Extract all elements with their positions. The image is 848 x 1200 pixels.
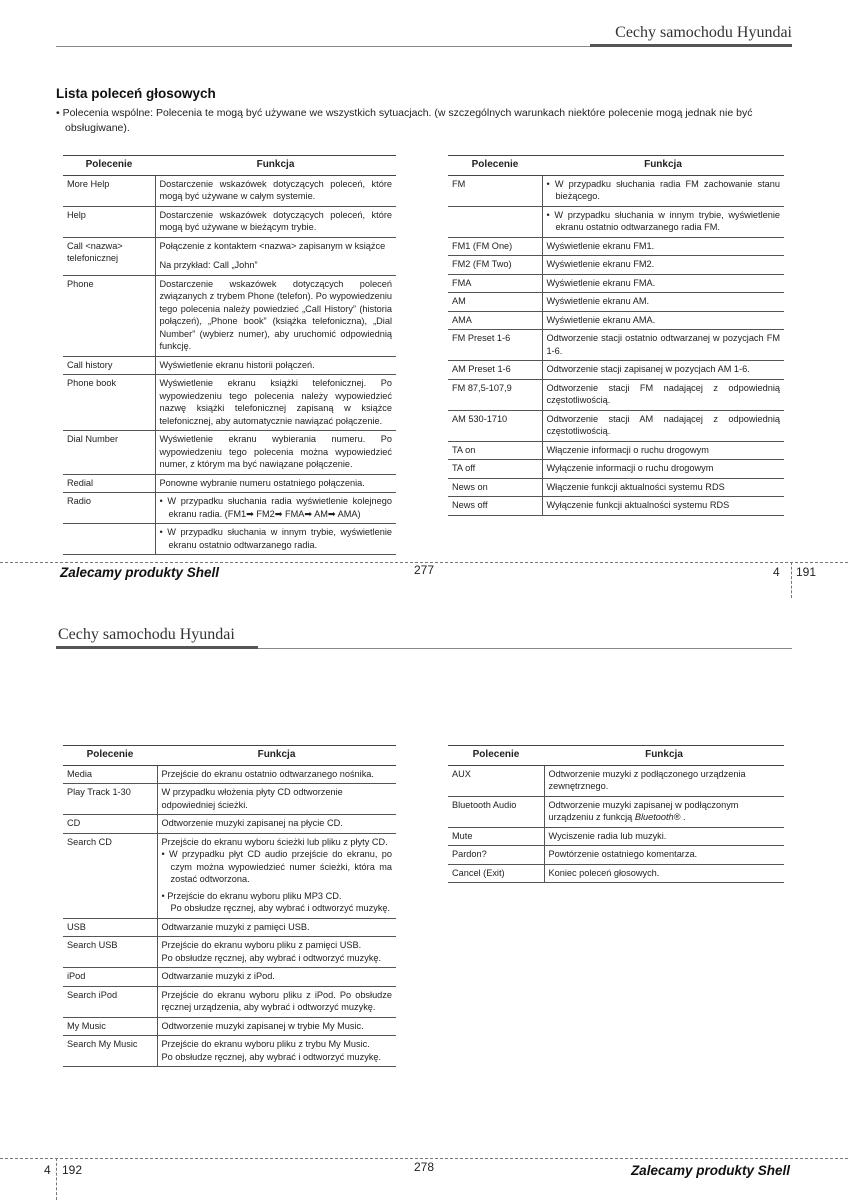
- table-row: [63, 474, 396, 493]
- footer-brand: Zalecamy produkty Shell: [630, 1163, 790, 1178]
- table-row: [448, 256, 784, 275]
- command-cell: Phone book: [63, 375, 155, 431]
- command-cell: [63, 524, 155, 555]
- table-header-row: [63, 746, 396, 766]
- command-cell: Radio: [63, 493, 155, 524]
- table-row: [448, 827, 784, 846]
- table-row: [448, 497, 784, 516]
- table-row: [63, 918, 396, 937]
- function-cell: Koniec poleceń głosowych.: [544, 864, 784, 883]
- function-cell: Odtworzenie stacji FM nadającej z odpowiednią częstotliwością.: [542, 379, 784, 410]
- center-page-number: 278: [414, 1160, 435, 1174]
- command-table-left: [63, 745, 396, 1067]
- column-header-function: Funkcja: [542, 156, 784, 176]
- page-cut-line: [0, 1158, 848, 1159]
- function-cell: Odtworzenie muzyki zapisanej w trybie My Music.: [157, 1017, 396, 1036]
- table-row: [448, 311, 784, 330]
- chapter-title: Cechy samochodu Hyundai: [615, 24, 792, 41]
- function-cell: [542, 206, 784, 237]
- header-rule-accent: [56, 646, 258, 649]
- function-cell: Wyświetlenie ekranu AMA.: [542, 311, 784, 330]
- table-row: [63, 375, 396, 431]
- table-row: [448, 864, 784, 883]
- table-row: [63, 524, 396, 555]
- command-cell: USB: [63, 918, 157, 937]
- function-cell: [155, 493, 396, 524]
- chapter-number: 4: [44, 1163, 51, 1177]
- chapter-number: 4: [773, 565, 780, 579]
- table-row: [448, 330, 784, 361]
- page-number-divider: [791, 562, 792, 598]
- table-row: [63, 937, 396, 968]
- table-row: [448, 460, 784, 479]
- section-heading: Lista poleceń głosowych: [56, 86, 216, 101]
- intro-text: [56, 106, 796, 136]
- table-row: [448, 293, 784, 312]
- command-cell: My Music: [63, 1017, 157, 1036]
- function-text: Po obsłudze ręcznej, aby wybrać i odtworzyć muzykę.: [170, 903, 391, 913]
- function-cell: Wyłączenie funkcji aktualności systemu RDS: [542, 497, 784, 516]
- table-row: [63, 356, 396, 375]
- command-cell: FM: [448, 175, 542, 206]
- function-cell: Przejście do ekranu wyboru pliku z iPod. Po obsłudze ręcznej urządzenia, aby wybrać i odtworzyć muzykę.: [157, 986, 396, 1017]
- command-cell: News off: [448, 497, 542, 516]
- function-cell: Wyłączenie informacji o ruchu drogowym: [542, 460, 784, 479]
- command-cell: TA on: [448, 441, 542, 460]
- function-text: Połączenie z kontaktem <nazwa> zapisanym w książce: [159, 240, 386, 251]
- function-cell: Wyświetlenie ekranu AM.: [542, 293, 784, 312]
- function-text: Odtworzenie muzyki zapisanej w podłączonym urządzeniu z funkcją: [548, 799, 739, 822]
- center-page-number: 277: [414, 563, 435, 577]
- command-cell: Redial: [63, 474, 155, 493]
- column-header-command: Polecenie: [448, 746, 544, 766]
- command-cell: FM 87,5-107,9: [448, 379, 542, 410]
- command-cell: Help: [63, 206, 155, 237]
- function-cell: Włączenie informacji o ruchu drogowym: [542, 441, 784, 460]
- table-row: [63, 765, 396, 784]
- command-cell: iPod: [63, 968, 157, 987]
- table-row: [448, 765, 784, 796]
- function-text-end: .: [680, 812, 686, 822]
- table-row: [63, 175, 396, 206]
- command-cell: Media: [63, 765, 157, 784]
- command-cell: Phone: [63, 275, 155, 356]
- table-row: [63, 206, 396, 237]
- function-cell: [157, 937, 396, 968]
- function-cell: Dostarczenie wskazówek dotyczących poleceń, które mogą być używane w całym systemie.: [155, 175, 396, 206]
- table-row: [63, 275, 396, 356]
- command-cell: AUX: [448, 765, 544, 796]
- function-cell: Odtworzenie muzyki z podłączonego urządzenia zewnętrznego.: [544, 765, 784, 796]
- command-cell: [448, 206, 542, 237]
- function-text: Po obsłudze ręcznej, aby wybrać i odtworzyć muzykę.: [161, 952, 382, 963]
- column-header-function: Funkcja: [157, 746, 396, 766]
- command-cell: Dial Number: [63, 431, 155, 475]
- column-header-function: Funkcja: [544, 746, 784, 766]
- command-table-right: [448, 155, 784, 516]
- page-number: 191: [796, 565, 817, 579]
- table-row: [448, 175, 784, 206]
- function-cell: [157, 833, 396, 918]
- table-row: [448, 237, 784, 256]
- table-row: [63, 784, 396, 815]
- table-header-row: [448, 156, 784, 176]
- bluetooth-trademark: Bluetooth®: [634, 812, 681, 822]
- command-cell: Search My Music: [63, 1036, 157, 1067]
- function-example: Na przykład: Call „John”: [159, 260, 258, 270]
- command-cell: Bluetooth Audio: [448, 796, 544, 827]
- function-cell: [157, 1036, 396, 1067]
- command-cell: More Help: [63, 175, 155, 206]
- function-cell: Odtworzenie stacji AM nadającej z odpowiednią częstotliwością.: [542, 410, 784, 441]
- function-cell: Przejście do ekranu ostatnio odtwarzanego nośnika.: [157, 765, 396, 784]
- page-number-divider: [56, 1158, 57, 1200]
- command-cell: Mute: [448, 827, 544, 846]
- table-row: [448, 846, 784, 865]
- table-row: [448, 361, 784, 380]
- table-row: [63, 1036, 396, 1067]
- function-cell: Dostarczenie wskazówek dotyczących poleceń, które mogą być używane w bieżącym trybie.: [155, 206, 396, 237]
- command-cell: AM 530-1710: [448, 410, 542, 441]
- function-text: Przejście do ekranu wyboru ścieżki lub pliku z płyty CD.: [161, 836, 388, 847]
- function-cell: Odtworzenie muzyki zapisanej na płycie CD.: [157, 815, 396, 834]
- command-cell: AM: [448, 293, 542, 312]
- table-row: [448, 206, 784, 237]
- function-cell: [544, 796, 784, 827]
- table-row: [63, 493, 396, 524]
- command-cell: Call <nazwa> telefonicznej: [63, 237, 155, 275]
- table-row: [63, 986, 396, 1017]
- footer-brand: Zalecamy produkty Shell: [60, 565, 220, 580]
- command-cell: News on: [448, 478, 542, 497]
- function-text: Przejście do ekranu wyboru pliku z trybu My Music.: [161, 1039, 370, 1049]
- function-cell: [155, 524, 396, 555]
- function-bullet: • W przypadku słuchania radia FM zachowanie stanu bieżącego.: [547, 178, 781, 203]
- function-cell: Powtórzenie ostatniego komentarza.: [544, 846, 784, 865]
- command-cell: Play Track 1-30: [63, 784, 157, 815]
- function-cell: Odtwarzanie muzyki z iPod.: [157, 968, 396, 987]
- table-header-row: [448, 746, 784, 766]
- command-cell: AM Preset 1-6: [448, 361, 542, 380]
- function-cell: W przypadku włożenia płyty CD odtworzenie odpowiedniej ścieżki.: [157, 784, 396, 815]
- function-bullet: • W przypadku płyt CD audio przejście do ekranu, po czym można wypowiedzieć numer ścieżki, która ma zostać odtworzona.: [162, 848, 393, 886]
- function-cell: Wyciszenie radia lub muzyki.: [544, 827, 784, 846]
- command-cell: Search iPod: [63, 986, 157, 1017]
- function-bullet: • W przypadku słuchania radia wyświetlenie kolejnego ekranu radia. (FM1➡ FM2➡ FMA➡ AM➡ AMA): [160, 495, 393, 520]
- function-text: Po obsłudze ręcznej, aby wybrać i odtworzyć muzykę.: [161, 1051, 382, 1062]
- command-cell: Pardon?: [448, 846, 544, 865]
- function-cell: Wyświetlenie ekranu książki telefonicznej. Po wypowiedzeniu tego polecenia należy wypowiedzieć nazwę książki telefonicznej zapisaną w książce telefonicznej, aby automatycznie nawiązać połączenie.: [155, 375, 396, 431]
- table-row: [63, 237, 396, 275]
- column-header-command: Polecenie: [63, 746, 157, 766]
- command-cell: Call history: [63, 356, 155, 375]
- function-text: Przejście do ekranu wyboru pliku z pamięci USB.: [161, 940, 362, 950]
- page-number: 192: [62, 1163, 83, 1177]
- intro-bullet: • Polecenia wspólne: Polecenia te mogą być używane we wszystkich sytuacjach. (w szczególnych warunkach niektóre polecenie mogą jednak nie być obsługiwane).: [56, 106, 796, 136]
- table-row: [448, 478, 784, 497]
- command-cell: CD: [63, 815, 157, 834]
- command-cell: FM2 (FM Two): [448, 256, 542, 275]
- command-table-left: [63, 155, 396, 555]
- command-cell: Search USB: [63, 937, 157, 968]
- column-header-function: Funkcja: [155, 156, 396, 176]
- table-row: [448, 274, 784, 293]
- function-cell: Odtworzenie stacji zapisanej w pozycjach AM 1-6.: [542, 361, 784, 380]
- command-cell: FM1 (FM One): [448, 237, 542, 256]
- table-header-row: [63, 156, 396, 176]
- function-bullet: • W przypadku słuchania w innym trybie, wyświetlenie ekranu ostatnio odtwarzanego radia.: [160, 526, 393, 551]
- table-row: [448, 441, 784, 460]
- function-cell: Dostarczenie wskazówek dotyczących poleceń związanych z trybem Phone (telefon). Po wypowiedzeniu tego polecenia należy powiedzieć „Call History” (historia połączeń), „Phone book” (książka telefoniczna), „Dial Number” (wybierz numer), aby uruchomić odpowiednią funkcję.: [155, 275, 396, 356]
- command-cell: AMA: [448, 311, 542, 330]
- function-cell: [542, 175, 784, 206]
- function-cell: Włączenie funkcji aktualności systemu RDS: [542, 478, 784, 497]
- function-cell: Odtwarzanie muzyki z pamięci USB.: [157, 918, 396, 937]
- function-cell: Wyświetlenie ekranu FM2.: [542, 256, 784, 275]
- header-rule-accent: [590, 44, 792, 47]
- command-cell: FM Preset 1-6: [448, 330, 542, 361]
- table-row: [63, 833, 396, 918]
- function-cell: Odtworzenie stacji ostatnio odtwarzanej w pozycjach FM 1-6.: [542, 330, 784, 361]
- function-cell: Wyświetlenie ekranu FMA.: [542, 274, 784, 293]
- function-cell: Ponowne wybranie numeru ostatniego połączenia.: [155, 474, 396, 493]
- command-cell: FMA: [448, 274, 542, 293]
- column-header-command: Polecenie: [63, 156, 155, 176]
- table-row: [63, 815, 396, 834]
- function-cell: Wyświetlenie ekranu wybierania numeru. Po wypowiedzeniu tego polecenia można wypowiedzieć numer, z którym ma być nawiązane połączenie.: [155, 431, 396, 475]
- chapter-title: Cechy samochodu Hyundai: [58, 626, 235, 643]
- table-row: [63, 1017, 396, 1036]
- command-cell: Search CD: [63, 833, 157, 918]
- function-cell: Wyświetlenie ekranu FM1.: [542, 237, 784, 256]
- table-row: [448, 379, 784, 410]
- table-row: [63, 431, 396, 475]
- function-bullet: • Przejście do ekranu wyboru pliku MP3 CD.: [162, 890, 393, 903]
- table-row: [448, 410, 784, 441]
- table-row: [448, 796, 784, 827]
- command-cell: TA off: [448, 460, 542, 479]
- function-cell: [155, 237, 396, 275]
- column-header-command: Polecenie: [448, 156, 542, 176]
- command-table-right: [448, 745, 784, 883]
- table-row: [63, 968, 396, 987]
- function-cell: Wyświetlenie ekranu historii połączeń.: [155, 356, 396, 375]
- command-cell: Cancel (Exit): [448, 864, 544, 883]
- function-bullet: • W przypadku słuchania w innym trybie, wyświetlenie ekranu ostatnio odtwarzanego radia FM.: [547, 209, 781, 234]
